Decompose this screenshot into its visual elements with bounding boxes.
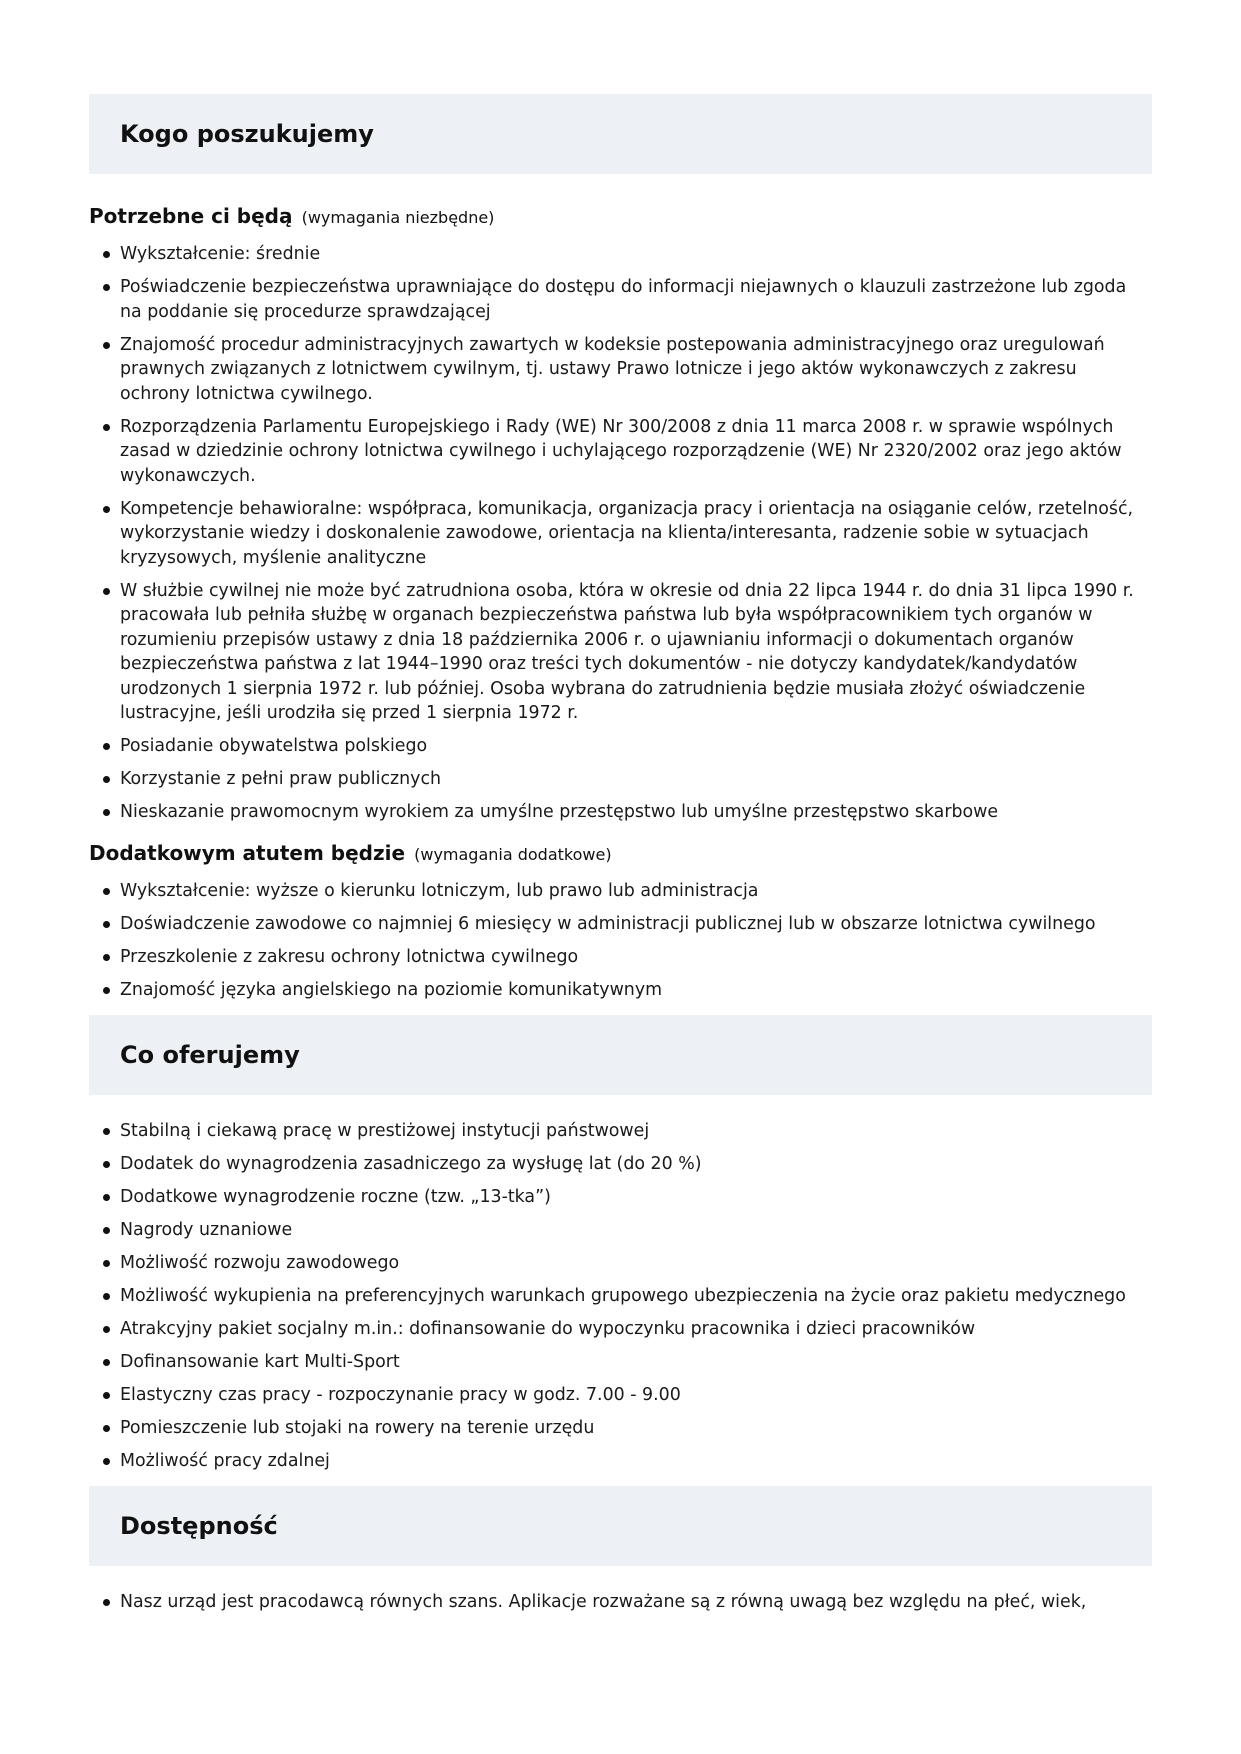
- bullet-icon: [103, 342, 110, 349]
- list-item: [89, 1152, 1152, 1177]
- list-item-text: Możliwość wykupienia na preferencyjnych warunkach grupowego ubezpieczenia na życie oraz pakietu medycznego: [120, 1286, 1126, 1306]
- list-item: [89, 945, 1152, 970]
- bullet-icon: [103, 506, 110, 513]
- bullet-icon: [103, 888, 110, 895]
- list-item-text: Rozporządzenia Parlamentu Europejskiego i Rady (WE) Nr 300/2008 z dnia 11 marca 2008 r. w sprawie wspólnych zasad w dziedzinie ochrony lotnictwa cywilnego i uchylającego rozporządzenie (WE) Nr 2320/2002 oraz jego aktów wykonawczych.: [120, 416, 1122, 486]
- list-item: [89, 1590, 1152, 1615]
- section-header-offer: [89, 1015, 1152, 1095]
- list-item-text: Przeszkolenie z zakresu ochrony lotnictwa cywilnego: [120, 947, 579, 967]
- list-item-text: Doświadczenie zawodowe co najmniej 6 miesięcy w administracji publicznej lub w obszarze lotnictwa cywilnego: [120, 914, 1096, 934]
- additional-list: [89, 879, 1152, 1003]
- section-title-accessibility: Dostępność: [120, 1512, 278, 1540]
- bullet-icon: [103, 1425, 110, 1432]
- bullet-icon: [103, 1227, 110, 1234]
- list-item-text: W służbie cywilnej nie może być zatrudniona osoba, która w okresie od dnia 22 lipca 1944 r. do dnia 31 lipca 1990 r. pracowała lub pełniła służbę w organach bezpieczeństwa państwa lub była współpracownikiem tych organów w rozumieniu przepisów ustawy z dnia 18 października 2006 r. o ujawnianiu informacji o dokumentach organów bezpieczeństwa państwa z lat 1944–1990 oraz treści tych dokumentów - nie dotyczy kandydatek/kandydatów urodzonych 1 sierpnia 1972 r. lub później. Osoba wybrana do zatrudnienia będzie musiała złożyć oświadczenie lustracyjne, jeśli urodziła się przed 1 sierpnia 1972 r.: [120, 580, 1134, 723]
- accessibility-list: [89, 1590, 1152, 1615]
- bullet-icon: [103, 1293, 110, 1300]
- list-item: [89, 242, 1152, 267]
- bullet-icon: [103, 1194, 110, 1201]
- bullet-icon: [103, 1359, 110, 1366]
- bullet-icon: [103, 809, 110, 816]
- list-item-text: Stabilną i ciekawą pracę w prestiżowej instytucji państwowej: [120, 1121, 650, 1141]
- list-item-text: Nasz urząd jest pracodawcą równych szans. Aplikacje rozważane są z równą uwagą bez względu na płeć, wiek,: [120, 1592, 1087, 1612]
- list-item: [89, 800, 1152, 825]
- job-offer-document: [89, 94, 1152, 1623]
- list-item: [89, 1251, 1152, 1276]
- bullet-icon: [103, 1260, 110, 1267]
- required-heading-text: Potrzebne ci będą: [89, 204, 293, 228]
- bullet-icon: [103, 251, 110, 258]
- list-item-text: Znajomość procedur administracyjnych zawartych w kodeksie postepowania administracyjnego oraz uregulowań prawnych związanych z lotnictwem cywilnym, tj. ustawy Prawo lotnicze i jego aktów wykonawczych z zakresu ochrony lotnictwa cywilnego.: [120, 334, 1105, 404]
- bullet-icon: [103, 1599, 110, 1606]
- bullet-icon: [103, 1392, 110, 1399]
- bullet-icon: [103, 1128, 110, 1135]
- bullet-icon: [103, 954, 110, 961]
- bullet-icon: [103, 776, 110, 783]
- list-item-text: Elastyczny czas pracy - rozpoczynanie pracy w godz. 7.00 - 9.00: [120, 1385, 681, 1405]
- list-item-text: Możliwość rozwoju zawodowego: [120, 1253, 400, 1273]
- list-item: [89, 1317, 1152, 1342]
- additional-heading-text: Dodatkowym atutem będzie: [89, 841, 406, 865]
- list-item-text: Znajomość języka angielskiego na poziomie komunikatywnym: [120, 980, 663, 1000]
- bullet-icon: [103, 588, 110, 595]
- list-item-text: Wykształcenie: średnie: [120, 244, 321, 264]
- required-list: [89, 242, 1152, 825]
- bullet-icon: [103, 743, 110, 750]
- bullet-icon: [103, 987, 110, 994]
- section-header-seeking: [89, 94, 1152, 174]
- section-title-seeking: Kogo poszukujemy: [120, 120, 374, 148]
- required-heading-note: (wymagania niezbędne): [301, 208, 495, 227]
- list-item: [89, 912, 1152, 937]
- list-item: [89, 734, 1152, 759]
- list-item-text: Możliwość pracy zdalnej: [120, 1451, 330, 1471]
- list-item-text: Wykształcenie: wyższe o kierunku lotniczym, lub prawo lub administracja: [120, 881, 759, 901]
- bullet-icon: [103, 1161, 110, 1168]
- list-item: [89, 1383, 1152, 1408]
- list-item-text: Dofinansowanie kart Multi-Sport: [120, 1352, 400, 1372]
- list-item-text: Dodatkowe wynagrodzenie roczne (tzw. „13-tka”): [120, 1187, 551, 1207]
- list-item-text: Posiadanie obywatelstwa polskiego: [120, 736, 428, 756]
- list-item: [89, 415, 1152, 489]
- list-item: [89, 497, 1152, 571]
- offer-list: [89, 1119, 1152, 1474]
- list-item: [89, 579, 1152, 726]
- list-item: [89, 879, 1152, 904]
- bullet-icon: [103, 1458, 110, 1465]
- list-item-text: Nieskazanie prawomocnym wyrokiem za umyślne przestępstwo lub umyślne przestępstwo skarbowe: [120, 802, 999, 822]
- list-item: [89, 1185, 1152, 1210]
- list-item: [89, 1218, 1152, 1243]
- list-item: [89, 1416, 1152, 1441]
- bullet-icon: [103, 284, 110, 291]
- list-item: [89, 1119, 1152, 1144]
- list-item-text: Korzystanie z pełni praw publicznych: [120, 769, 442, 789]
- list-item: [89, 333, 1152, 407]
- additional-heading-note: (wymagania dodatkowe): [414, 845, 612, 864]
- additional-heading: [89, 839, 1152, 869]
- list-item-text: Nagrody uznaniowe: [120, 1220, 293, 1240]
- bullet-icon: [103, 424, 110, 431]
- list-item: [89, 767, 1152, 792]
- list-item-text: Kompetencje behawioralne: współpraca, komunikacja, organizacja pracy i orientacja na osiąganie celów, rzetelność, wykorzystanie wiedzy i doskonalenie zawodowe, orientacja na klienta/interesanta, radzenie sobie w sytuacjach kryzysowych, myślenie analityczne: [120, 498, 1134, 568]
- list-item: [89, 1284, 1152, 1309]
- list-item-text: Pomieszczenie lub stojaki na rowery na terenie urzędu: [120, 1418, 595, 1438]
- section-header-accessibility: [89, 1486, 1152, 1566]
- bullet-icon: [103, 1326, 110, 1333]
- required-heading: [89, 202, 1152, 232]
- section-title-offer: Co oferujemy: [120, 1041, 300, 1069]
- list-item-text: Atrakcyjny pakiet socjalny m.in.: dofinansowanie do wypoczynku pracownika i dzieci pracowników: [120, 1319, 976, 1339]
- list-item: [89, 1350, 1152, 1375]
- list-item: [89, 978, 1152, 1003]
- bullet-icon: [103, 921, 110, 928]
- list-item: [89, 1449, 1152, 1474]
- list-item-text: Dodatek do wynagrodzenia zasadniczego za wysługę lat (do 20 %): [120, 1154, 702, 1174]
- list-item: [89, 275, 1152, 324]
- list-item-text: Poświadczenie bezpieczeństwa uprawniające do dostępu do informacji niejawnych o klauzuli zastrzeżone lub zgoda na poddanie się procedurze sprawdzającej: [120, 277, 1127, 322]
